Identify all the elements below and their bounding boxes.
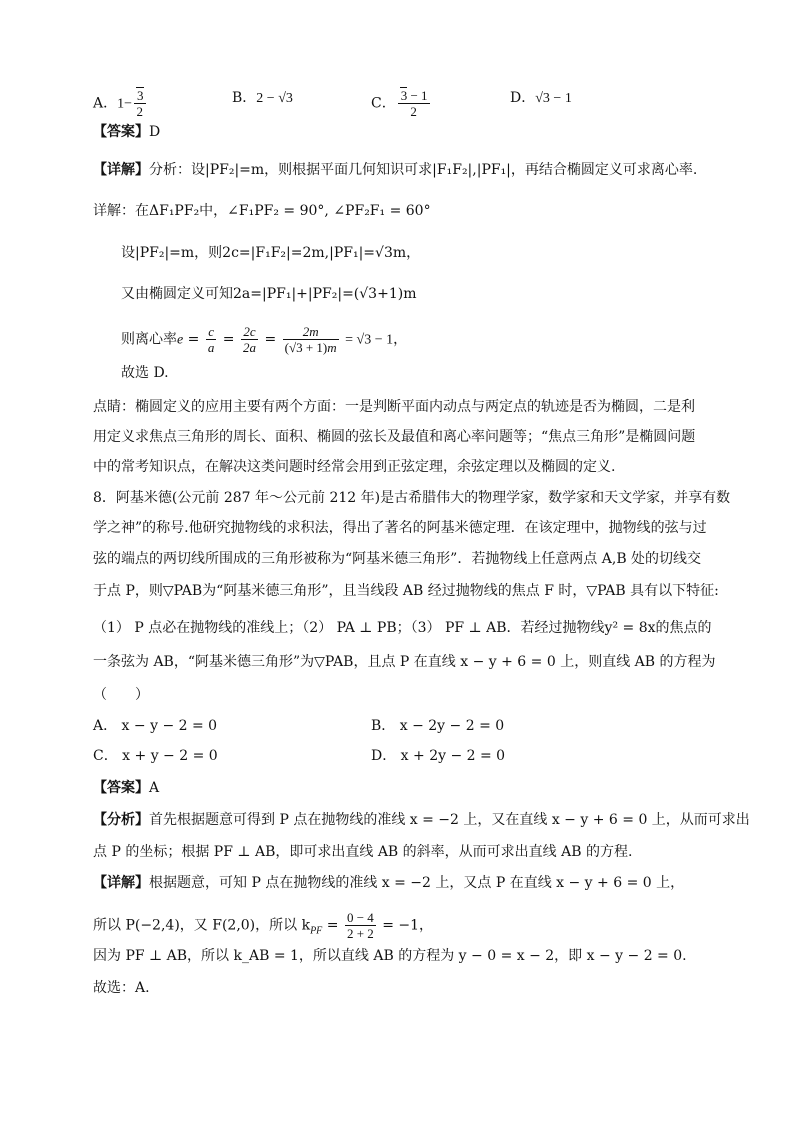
q8-stem-7: （ ）	[93, 687, 149, 703]
q8-detail-1	[93, 873, 684, 893]
q7-note-3: 中的常考知识点，在解决这类问题时经常会用到正弦定理，余弦定理以及椭圆的定义.	[93, 459, 616, 475]
option-d-label: D．	[510, 90, 536, 106]
q8-stem-6: 一条弦为 AB，“阿基米德三角形”为▽PAB，且点 P 在直线 x − y + 6 = 0 上，则直线 AB 的方程为	[93, 654, 716, 670]
answer-value: A	[149, 780, 160, 796]
answer-tag: 【答案】	[93, 124, 149, 140]
q8-detail-3: 因为 PF ⊥ AB，所以 k_AB = 1，所以直线 AB 的方程为 y − 0 = x − 2，即 x − y − 2 = 0.	[93, 948, 687, 964]
q8-option-c: C． x + y − 2 = 0	[93, 748, 218, 764]
option-b-value: 2 − √3	[256, 91, 293, 106]
q7-detail-intro: 详解：在ΔF₁PF₂中，∠F₁PF₂ = 90°, ∠PF₂F₁ = 60°	[93, 203, 431, 219]
option-c-label: C．	[371, 95, 396, 112]
frac-c-a: $\frac{c}{a}$	[207, 324, 215, 355]
q8-stem-4: 于点 P，则▽PAB为“阿基米德三角形”，且当线段 AB 经过抛物线的焦点 F 时，▽PAB 具有以下特征:	[93, 583, 719, 599]
q8-option-d: D． x + 2y − 2 = 0	[371, 748, 506, 764]
q8-stem-2: 学之神”的称号.他研究抛物线的求积法，得出了著名的阿基米德定理．在该定理中，抛物线的弦与过	[93, 520, 707, 536]
q8-detail-4: 故选：A.	[93, 980, 150, 996]
detail-2-a: 所以 P(−2,4)，又 F(2,0)，所以 k	[93, 917, 311, 934]
frac-2m: $\frac{2m}{(√3 + 1)m}$	[284, 324, 337, 355]
option-c	[371, 88, 432, 119]
analysis-text: 分析：设|PF₂|=m，则根据平面几何知识可求|F₁F₂|,|PF₁|，再结合椭圆定义可求离心率.	[149, 162, 698, 178]
option-b	[232, 88, 293, 109]
option-d-value: √3 − 1	[535, 91, 572, 106]
detail-text: 根据题意，可知 P 点在抛物线的准线 x = −2 上，又点 P 在直线 x − y + 6 = 0 上，	[149, 875, 685, 891]
q8-detail-2: 所以 P(−2,4)，又 F(2,0)，所以 $k_{PF}$ = $\frac{0 - 4}{2 + 2}$ = −1，	[93, 910, 434, 941]
analysis-tag: 【分析】	[93, 812, 149, 828]
q7-note-1: 点睛：椭圆定义的应用主要有两个方面：一是判断平面内动点与两定点的轨迹是否为椭圆，二是利	[93, 399, 695, 415]
q7-analysis	[93, 160, 697, 180]
q8-stem-3: 弦的端点的两切线所围成的三角形被称为“阿基米德三角形”．若抛物线上任意两点 A,B 处的切线交	[93, 551, 702, 567]
detail-tag: 【详解】	[93, 875, 149, 891]
q8-analysis-2: 点 P 的坐标；根据 PF ⊥ AB，即可求出直线 AB 的斜率，从而可求出直线 AB 的方程.	[93, 844, 633, 860]
frac-slope: $\frac{0 - 4}{2 + 2}$	[346, 910, 374, 941]
q8-stem-5: （1） P 点必在抛物线的准线上；（2） PA ⊥ PB；（3） PF ⊥ AB．若经过抛物线y² = 8x的焦点的	[93, 620, 712, 636]
q7-step-3: 则离心率e = $\frac{c}{a}$ = $\frac{2c}{2a}$ = $\frac{2m}{(√3 + 1)m}$ = √3 − 1，	[121, 324, 408, 355]
analysis-text: 首先根据题意可得到 P 点在抛物线的准线 x = −2 上，又在直线 x − y + 6 = 0 上，从而可求出	[149, 812, 750, 828]
q8-analysis-1	[93, 810, 750, 830]
option-d	[510, 88, 572, 109]
frac-2c-2a: $\frac{2c}{2a}$	[243, 324, 256, 355]
option-c-fraction: $\frac{3 - 1}{2}$	[398, 88, 430, 119]
q8-answer	[93, 778, 159, 798]
answer-value: D	[149, 124, 161, 140]
detail-2-b: = −1，	[382, 917, 434, 934]
option-a-label: A．	[93, 95, 118, 112]
q7-answer	[93, 122, 160, 142]
detail-tag: 【详解】	[93, 162, 149, 178]
q8-option-b: B． x − 2y − 2 = 0	[371, 718, 505, 734]
q7-note-2: 用定义求焦点三角形的周长、面积、椭圆的弦长及最值和离心率问题等；“焦点三角形”是椭圆问题	[93, 429, 696, 445]
q7-step-1: 设|PF₂|=m，则2c=|F₁F₂|=2m,|PF₁|=√3m，	[121, 245, 421, 261]
step3-end: ，	[393, 331, 408, 348]
option-b-label: B．	[232, 90, 257, 106]
q7-step-4: 故选 D.	[121, 365, 169, 381]
step3-text: 则离心率	[121, 331, 177, 348]
q7-step-2: 又由椭圆定义可知2a=|PF₁|+|PF₂|=(√3+1)m	[121, 286, 417, 302]
answer-tag: 【答案】	[93, 780, 149, 796]
option-a-fraction: $\frac{3}{2}$	[134, 88, 146, 119]
q8-stem-1: 8．阿基米德(公元前 287 年～公元前 212 年)是古希腊伟大的物理学家，数学家和天文学家，并享有数	[93, 490, 731, 506]
option-a: A．1− $\frac{3}{2}$	[93, 88, 144, 119]
q8-option-a: A． x − y − 2 = 0	[93, 718, 218, 734]
